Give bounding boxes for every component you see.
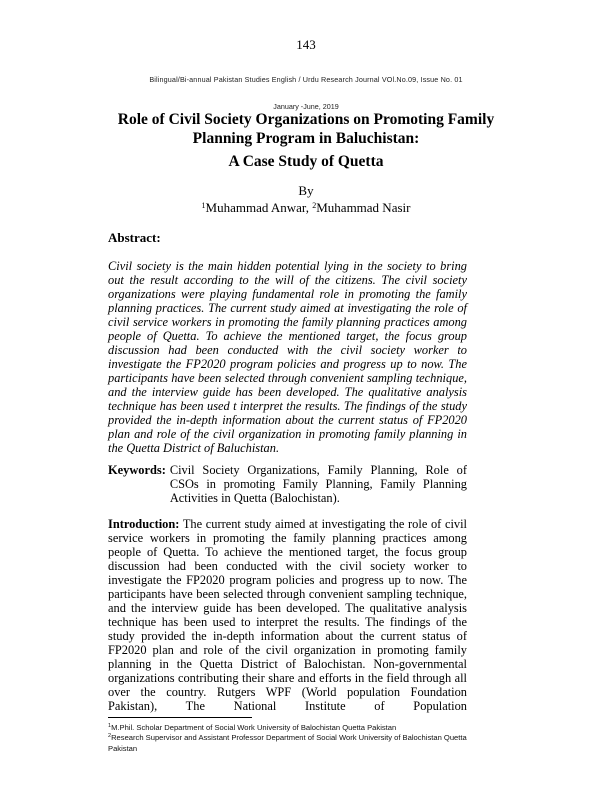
footnote xyxy=(108,723,488,733)
issue-date: January -June, 2019 xyxy=(273,102,339,111)
footnote xyxy=(108,733,488,754)
author-marker: 1 xyxy=(201,201,206,210)
by-label: By xyxy=(298,183,314,198)
abstract-body: Civil society is the main hidden potential lying in the society to bring out the result according to the will of the citizens. The civil society organizations were playing fundamental role in promoting the family planning practices. The current study aimed at investigating the role of civil service workers in promoting the family planning practices among people of Quetta. To achieve the mentioned target, the focus group discussion had been conducted with the civil society worker to investigate the FP2020 program policies and progress up to now. The participants have been selected through convenient sampling technique, and the interview guide has been developed. The qualitative analysis technique has been used t interpret the results. The findings of the study provided the in-depth information about the current status of FP2020 plan and role of the civil organization in promoting family planning in the Quetta District of Baluchistan. xyxy=(108,259,467,455)
journal-header: Bilingual/Bi-annual Pakistan Studies English / Urdu Research Journal VOl.No.09, Issue No. 01 xyxy=(149,75,463,84)
page-number: 143 xyxy=(296,37,316,52)
footnote-text: M.Phil. Scholar Department of Social Work University of Balochistan Quetta Pakistan xyxy=(111,723,397,732)
introduction-text: The current study aimed at investigating the role of civil service workers in promoting the family planning practices among people of Quetta. To achieve the mentioned target, the focus group discussion had been conducted with the civil society worker to investigate the FP2020 program policies and progress up to now. The participants have been selected through convenient sampling technique, and the interview guide has been developed. The qualitative analysis technique has been used to interpret the results. The findings of the study provided the in-depth information about the current status of FP2020 plan and role of the civil organization in promoting family planning in the Quetta District of Balochistan. Non-governmental organizations contributing their share and efforts in the field through all over the country. Rutgers WPF (World population Foundation Pakistan), The National Institute of Population xyxy=(108,517,467,713)
footnote-marker: 1 xyxy=(108,723,112,729)
keywords-section xyxy=(108,463,467,505)
introduction-section xyxy=(108,517,467,713)
author-marker: 2 xyxy=(312,201,317,210)
keywords-text: Civil Society Organizations, Family Planning, Role of CSOs in promoting Family Planning, Family Planning Activities in Quetta (Balochistan). xyxy=(169,463,467,505)
article-title: Role of Civil Society Organizations on Promoting Family Planning Program in Baluchistan: xyxy=(117,111,495,147)
footnotes xyxy=(108,723,488,754)
introduction-label: Introduction: xyxy=(108,517,180,531)
author-name: Muhammad Anwar, xyxy=(205,200,309,215)
footnote-divider xyxy=(108,717,252,718)
keywords-label: Keywords: xyxy=(108,463,166,477)
abstract-heading: Abstract: xyxy=(108,230,161,245)
article-subtitle: A Case Study of Quetta xyxy=(228,153,384,170)
footnote-text: Research Supervisor and Assistant Professor Department of Social Work University of Balochistan Quetta Pakistan xyxy=(108,733,467,753)
footnote-marker: 2 xyxy=(108,733,112,740)
author-name: Muhammad Nasir xyxy=(316,200,411,215)
author-list xyxy=(0,200,612,216)
